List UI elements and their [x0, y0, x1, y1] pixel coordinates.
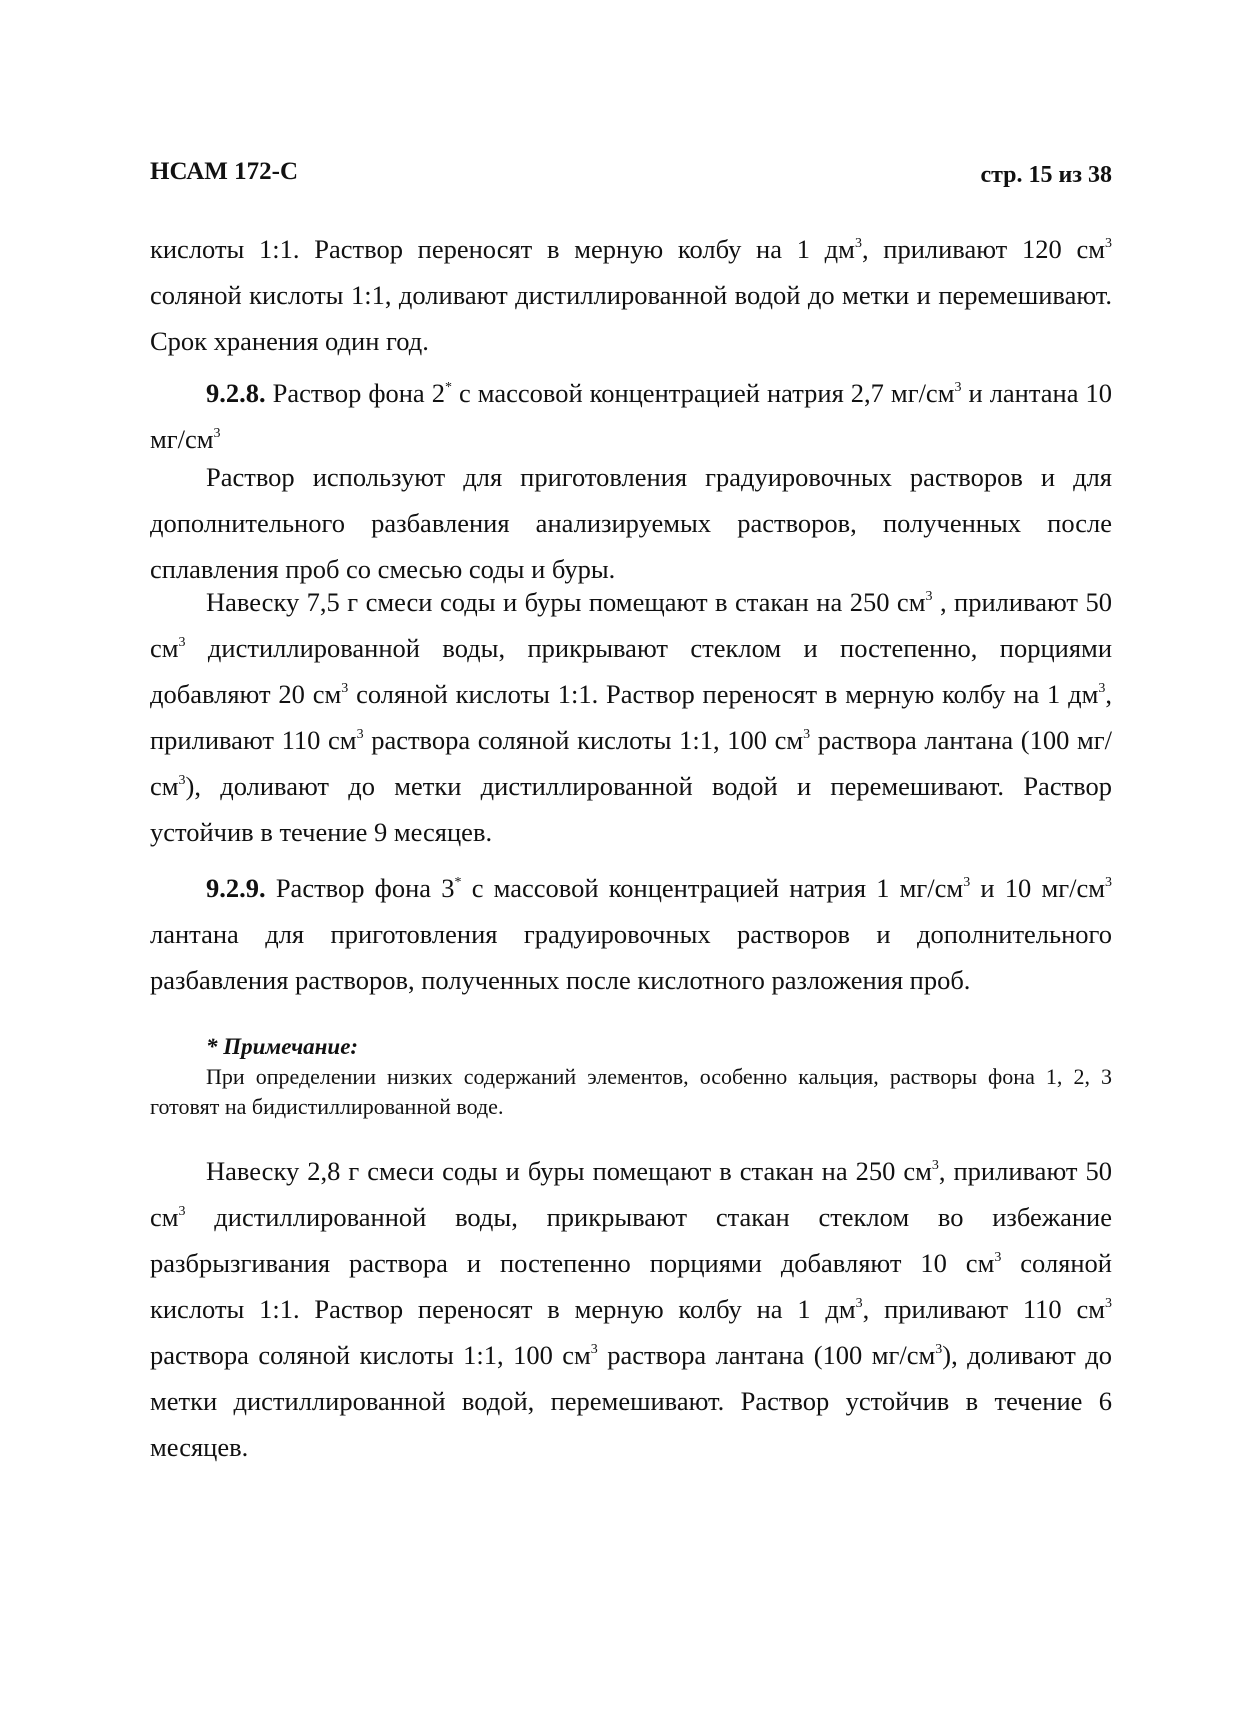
text-run: раствора соляной кислоты 1:1, 100 см: [363, 725, 804, 755]
paragraph-text: [150, 579, 1112, 855]
superscript: 3: [1105, 1296, 1112, 1311]
text-run: , приливают 120 см: [861, 234, 1105, 264]
section-9-2-8-heading: [150, 370, 1112, 462]
superscript: 3: [178, 1204, 186, 1219]
text-run: ), доливают до метки дистиллированной водой и перемешивают. Раствор устойчив в течение 9 месяцев.: [150, 771, 1112, 847]
section-number: 9.2.9.: [206, 873, 266, 903]
document-code: НСАМ 172-С: [150, 158, 299, 185]
superscript: 3: [925, 589, 933, 604]
text-run: дистиллированной воды, прикрывают стакан стеклом во избежание разбрызгивания раствора и постепенно порциями добавляют 10 см: [150, 1202, 1112, 1278]
text-run: Раствор фона 3: [265, 873, 455, 903]
superscript: 3: [854, 236, 862, 251]
text-run: раствора соляной кислоты 1:1, 100 см: [150, 1340, 591, 1370]
superscript: 3: [803, 727, 811, 742]
text-run: и 10 мг/см: [970, 873, 1105, 903]
text-run: , приливают 110 см: [862, 1294, 1105, 1324]
text-run: с массовой концентрацией натрия 1 мг/см: [461, 873, 964, 903]
text-run: Навеску 2,8 г смеси соды и буры помещают в стакан на 250 см: [206, 1156, 932, 1186]
paragraph-text: [150, 226, 1112, 364]
text-run: Навеску 7,5 г смеси соды и буры помещают в стакан на 250 см: [206, 587, 926, 617]
text-run: и лантана 10 мг/см: [150, 378, 1112, 454]
text-run: Раствор фона 2: [265, 378, 445, 408]
superscript: 3: [963, 875, 971, 890]
text-run: соляной кислоты 1:1. Раствор переносят в мерную колбу на 1 дм: [348, 679, 1099, 709]
text-run: соляной кислоты 1:1. Раствор переносят в мерную колбу на 1 дм: [150, 1248, 1112, 1324]
superscript: 3: [954, 380, 962, 395]
superscript: 3: [341, 681, 349, 696]
text-run: , приливают 50 см: [150, 587, 1112, 663]
superscript: 3: [213, 426, 221, 441]
superscript: *: [444, 380, 452, 395]
text-run: , приливают 50 см: [150, 1156, 1112, 1232]
paragraph-text: [150, 1148, 1112, 1470]
section-number: 9.2.8.: [206, 378, 266, 408]
superscript: 3: [994, 1250, 1002, 1265]
section-9-2-9-heading: [150, 865, 1112, 1003]
section-9-2-9-paragraph: [150, 1148, 1112, 1470]
text-run: с массовой концентрацией натрия 2,7 мг/см: [451, 378, 955, 408]
superscript: 3: [935, 1342, 943, 1357]
text-run: , приливают 110 см: [150, 679, 1112, 755]
section-9-2-8-paragraph-2: [150, 579, 1112, 855]
text-run: лантана для приготовления градуировочных растворов и дополнительного разбавления растворов, полученных после кислотного разложения проб.: [150, 919, 1112, 995]
text-run: соляной кислоты 1:1, доливают дистиллированной водой до метки и перемешивают. Срок хранения один год.: [150, 280, 1112, 356]
superscript: 3: [1098, 681, 1106, 696]
text-run: дистиллированной воды, прикрывают стеклом и постепенно, порциями добавляют 20 см: [150, 633, 1112, 709]
superscript: 3: [931, 1158, 939, 1173]
page-header: [150, 158, 1112, 198]
superscript: 3: [356, 727, 364, 742]
superscript: 3: [1105, 236, 1112, 251]
note-title: * Примечание:: [206, 1034, 359, 1059]
continuation-paragraph: [150, 226, 1112, 364]
superscript: 3: [178, 635, 186, 650]
paragraph-text: Раствор используют для приготовления градуировочных растворов и для дополнительного разбавления анализируемых растворов, полученных после сплавления проб со смесью соды и буры.: [150, 462, 1112, 584]
text-run: раствора лантана (100 мг/см: [150, 725, 1112, 801]
superscript: *: [454, 875, 462, 890]
superscript: 3: [1105, 875, 1112, 890]
note-text: При определении низких содержаний элементов, особенно кальция, растворы фона 1, 2, 3 готовят на бидистиллированной воде.: [150, 1064, 1112, 1119]
superscript: 3: [178, 773, 186, 788]
superscript: 3: [590, 1342, 598, 1357]
page-number: стр. 15 из 38: [980, 162, 1112, 188]
text-run: кислоты 1:1. Раствор переносят в мерную колбу на 1 дм: [150, 234, 855, 264]
text-run: ), доливают до метки дистиллированной водой, перемешивают. Раствор устойчив в течение 6 месяцев.: [150, 1340, 1112, 1462]
note-block: [150, 1032, 1112, 1122]
section-9-2-8-paragraph-1: [150, 454, 1112, 592]
text-run: раствора лантана (100 мг/см: [597, 1340, 936, 1370]
superscript: 3: [855, 1296, 863, 1311]
